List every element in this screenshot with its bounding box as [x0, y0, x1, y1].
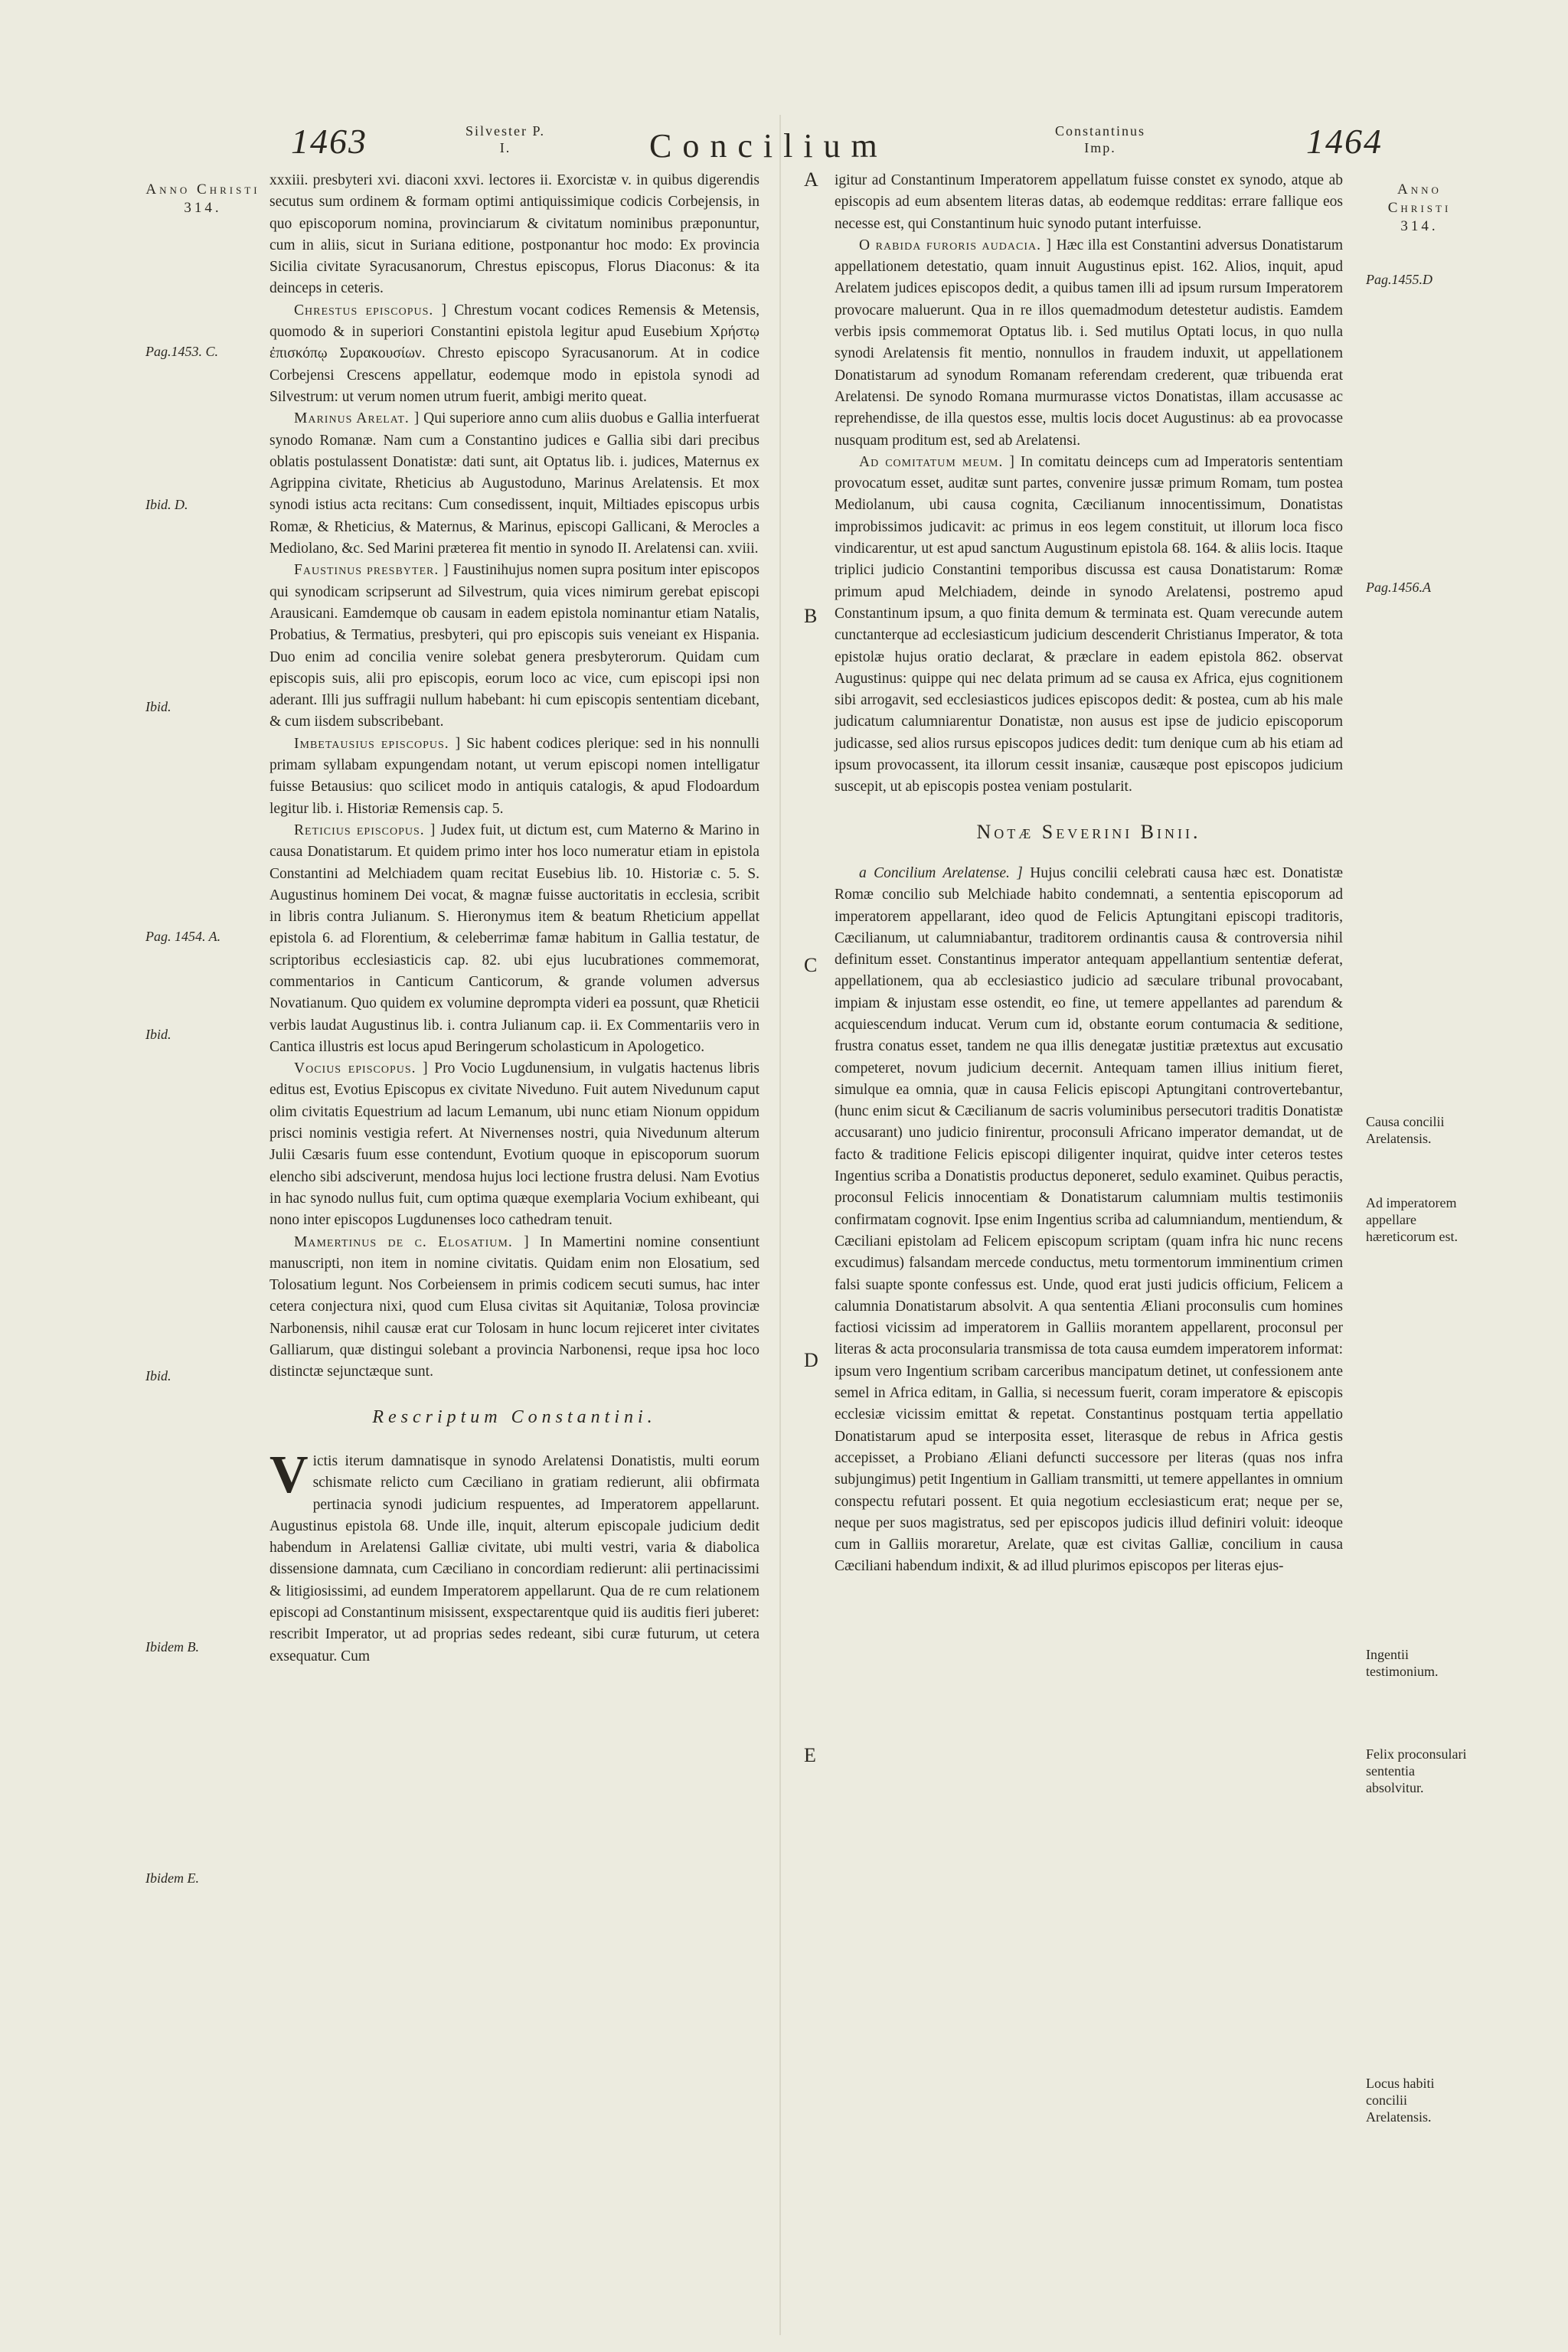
margin-note: Causa concilii Arelatensis. [1366, 1114, 1445, 1146]
commentary-paragraph: O rabida furoris audacia. ] Hæc illa est Constantini adversus Donatistarum appellationem detestatio, quam innuit Augustinus epist. 162. Alios, inquit, apud Arelatem judices episcopos dedit, a quibus tamen illi ad ipsum rursum Imperatorem provocare maluerunt. Qua in re illos quemadmodum detestetur audistis. Eamdem verbis ipsis commemorat Optatus lib. i. Sed mutilus Optati locus, in quo nulla synodi Arelatensis fit mentio, nonnullos in fraudem induxit, ut appellationem Donatistarum ad synodum Romanam referendam crederent, quæ tribuenda erat Arelatensi. De synodo Romana murmurasse victos Donatistas, illam accusasse ac reprehendisse, de illa questos esse, multis locis docet Augustinus: ab ea provocasse nusquam proditum est, sed ab Arelatensi. [835, 237, 1343, 449]
section-letter: A [804, 168, 818, 191]
left-page-number: 1463 [291, 122, 368, 161]
margin-note: Pag.1456.A [1366, 580, 1431, 595]
margin-note: Ibid. [145, 699, 172, 714]
right-running-head: Constantinus Imp. [1054, 123, 1145, 155]
margin-note: Ibidem B. [145, 1639, 199, 1655]
section-letter: C [804, 954, 818, 976]
right-page-number: 1464 [1306, 122, 1383, 161]
margin-note: Ibid. [145, 1027, 172, 1042]
commentary-paragraph: Ad comitatum meum. ] In comitatu deinceps cum ad Imperatoris sententiam provocatum esset, auditæ sunt partes, convenire jussæ primum Romam, tum postea Mediolanum, ubi causa cognita, Cæcilianum innocentissimum, Donatistas improbissimos judicavit: ac primus in eos legem constituit, ut illorum loca fisco vindicarentur, ut est apud sanctum Augustinum epistola 68. 164. & aliis locis. Itaque triplici judicio Constantini temporibus discussa est causa Donatistarum: Romæ primum apud Melchiadem, deinde in synodo Arelatensi, postremo apud Constantinum ipsum, a quo finita demum & terminata est. Quam verecunde autem cunctanterque ad ecclesiasticum judicium descenderit Christianus Imperator, & tota epistolæ hujus oratio declarat, & præclare in eadem epistola 862. observat Augustinus: quippe qui nec delata primum ad se causa ex Africa, ejus cognitionem sibi arrogavit, sed ecclesiasticos judices episcopos dedit: & postea, cum ab his male judicatum calumniarentur Donatistæ, non ausus est ipse de judicio episcoporum judicasse, sed alios rursus episcopos judices dedit: tum denique cum ab his etiam ad ipsum provocassent, ita illorum cessit insaniæ, causæque post episcopos judicium suscepit, ut ab episcopis postea veniam postularit. [835, 453, 1344, 795]
right-column [835, 170, 1343, 1578]
margin-note: Felix proconsulari sententia absolvitur. [1366, 1746, 1467, 1795]
commentary-paragraph: xxxiii. presbyteri xvi. diaconi xxvi. lectores ii. Exorcistæ v. in quibus digerendis secutus sum ordinem & formam optimi antiquissimique codicis Corbejensis, in quo episcoporum nomina, provinciarum & civitatum nominibus præponuntur, cum in aliis, sicut in Suriana editione, postponantur hoc modo: Ex provincia Sicilia civitate Syracusanorum, Chrestus episcopus, Florus Diaconus: & ita deinceps in ceteris. [270, 172, 760, 297]
margin-note: Pag.1453. C. [145, 344, 219, 359]
notae-paragraph: a Concilium Arelatense. ] Hujus concilii celebrati causa hæc est. Donatistæ Romæ concilio sub Melchiade habito condemnati, a sententia episcoporum ad imperatorem appellarant, ideo quod de Felicis Aptungitani episcopi traditoris, Cæcilianum, ut calumniabantur, traditorem ordinantis causa & controversia nihil definitum esset. Constantinus imperator antequam appellantium sententiæ deferat, appellationem, qua ab ecclesiastico judicio ad sæculare tribunal provocabant, impiam & injustam esse ostendit, eo fine, ut temere appellantes ad parendum & acquiescendum inducat. Verum cum id, obstante eorum contumacia & seditione, frustra conatus esset, tandem ne qua illis denegatæ justitiæ prætextus aut excusatio competeret, novum judicium decernit. Antequam tamen illius initium fieret, simulque ea omnia, quæ in causa Felicis episcopi Aptungitani controvertebantur, (hunc enim sicut & Cæcilianum de sacris voluminibus persecutori traditis Donatistæ accusarant) uno judicio finirentur, proconsuli Africano imperator demandat, ut de facto & traditione Felicis episcopi diligenter inquirat, quidve inter ceteros testes Ingentius scriba a Donatistis productus deponeret, sedulo examinet. Quibus peractis, proconsul Felicis innocentiam & Donatistarum calumniam multis testimoniis confirmatam cognovit. Ipse enim Ingentius scriba ad calumniandum, mentiendum, & Cæciliani epistolam ad Felicem episcopum scriptam (quam infra hic nunc recens excudimus) falsandam mercede conductus, metu tormentorum imminentium crimen falsi suapte sponte confessus est. Unde, quod erat justi judicis officium, Felicem a calumnia Donatistarum absolvit. A qua sententia Æliani proconsulis cum homines factiosi vicissim ad imperatorem in Galliis morantem appellarent, proconsul per literas & acta proconsularia transmissa de tota causa eumdem imperatorem informat: ipsum vero Ingentium scribam carceribus mancipatum detinet, ut confessionem ante semel in Africa editam, in Gallia, si necessum fuerit, coram imperatore & episcopis ecclesiæ vicissim emittat & repetat. Constantinus postquam tertia appellatio Donatistarum apud se interposita esset, literasque de rebus in Africa gestis accepisset, a Probiano Æliani defuncti successore per literas (quas nos infra subjungimus) petit Ingentium in Galliam transmitti, ut temere appellantes in omnium conspectu refutari possent. Et quia negotium ecclesiasticum erat; neque per se, neque per suos magistratus, sed per episcopos judicis illud definiri voluit: ideoque cum in Galliis moraretur, Arelate, quæ est civitas Galliæ, concilium in causa Cæciliani habendum indixit, & ad illud plurimos episcopos per literas ejus- [835, 864, 1344, 1575]
margin-note: Ad imperatorem appellare hæreticorum est. [1366, 1195, 1458, 1244]
margin-note: Ibid. [145, 1368, 172, 1383]
section-letter: E [804, 1744, 816, 1766]
margin-note: Ibid. D. [145, 497, 188, 512]
commentary-paragraph: igitur ad Constantinum Imperatorem appellatum fuisse constet ex synodo, atque ab episcopis ad eum absentem literas datas, ab eodemque redditas: errare fallique eos necesse est, qui Constantinum huic synodo putant interfuisse. [835, 172, 1343, 232]
rescriptum-paragraph: Victis iterum damnatisque in synodo Arelatensi Donatistis, multi eorum schismate relicto cum Cæciliano in gratiam redierunt, alii obfirmata pertinacia synodi judicium respuentes, ad Imperatorem appellarunt. Augustinus epistola 68. Unde ille, inquit, alterum episcopale judicium dedit habendum in Arelatensi Galliæ civitate, ubi multi vestri, varia & diabolica dissensione damnata, cum Cæciliano in concordiam redierunt: alii pertinacissimi & litigiosissimi, ad eundem Imperatorem appellarunt. Qua de re cum relationem episcopi ad Constantinum misissent, exspectarentque quid iis auditis fieri juberet: rescribit Imperator, ut ad proprias sedes redeant, sibi curæ futurum, ut cetera exsequatur. Cum [270, 1445, 760, 1664]
section-letter: D [804, 1349, 818, 1371]
page-title: Concilium [649, 127, 888, 165]
left-running-head: Silvester P. I. [465, 123, 545, 155]
margin-note: Locus habiti concilii Arelatensis. [1366, 2076, 1435, 2125]
section-letter: B [804, 605, 818, 627]
drop-cap: V [270, 1445, 309, 1504]
commentary-paragraph: Mamertinus de c. Elosatium. ] In Mamertini nomine consentiunt manuscripti, non item in nomine civitatis. Quidam enim non Elosatium, sed Tolosatium legunt. Nos Corbeiensem in primis codicem secuti sumus, hac inter cetera conjectura nixi, quod cum Elusa civitas sit Aquitaniæ, Tolosa provinciæ Narbonensis, nihil causæ erat cur Tolosam in hunc locum rejiceret inter civitates Galliarum, quæ distingui solebant a provincia Narbonensi, reque ipsa hoc loco distinctæ sejunctæque sunt. [270, 1233, 760, 1380]
notae-heading: Notæ Severini Binii. [976, 820, 1201, 843]
page-gutter [779, 115, 781, 2335]
margin-note: Pag. 1454. A. [145, 929, 221, 944]
margin-note: Ibidem E. [145, 1870, 199, 1886]
rescriptum-heading: Rescriptum Constantini. [372, 1406, 657, 1427]
commentary-paragraph: Chrestus episcopus. ] Chrestum vocant codices Remensis & Metensis, quomodo & in superiori Constantini epistola legitur apud Eusebium Χρήστῳ ἐπισκόπῳ Συρακουσίων. Chresto episcopo Syracusanorum. At in codice Corbejensi Crescens appellatur, eodemque modo in epistola synodi ad Silvestrum: ut verum nomen utrum fuerit, ambigi merito queat. [270, 302, 760, 405]
margin-note: Pag.1455.D [1366, 272, 1432, 287]
commentary-paragraph: Vocius episcopus. ] Pro Vocio Lugdunensium, in vulgatis hactenus libris editus est, Evotius Episcopus ex civitate Niveduno. Fuit autem Nivedunum caput olim civitatis Equestrium ad lacum Lemanum, ubi nunc etiam Nionum oppidum prisci nominis vestigia refert. At Nivernenses nostri, quia Nivedunum alterum Julii Cæsaris fuum esse contendunt, Evotium quoque in episcoporum suorum elencho sibi adsciverunt, mendosa hujus loci lectione frustra delusi. Nam Evotius in hac synodo nullus fuit, cum optima quæque exemplaria Vocium exhibeant, qui nono inter episcopos Lugdunenses loco cathedram tenuit. [270, 1060, 760, 1229]
commentary-paragraph: Reticius episcopus. ] Judex fuit, ut dictum est, cum Materno & Marino in causa Donatistarum. Et quidem primo inter hos loco numeratur etiam in epistola Constantini ad Melchiadem quam recitat Eusebius lib. 10. Historiæ c. 5. S. Augustinus hominem Dei vocat, & magnæ fuisse auctoritatis in ecclesia, scribit in libris contra Julianum. S. Hieronymus item & beatum Rheticium appellat epistola 6. ad Florentium, & celeberrimæ famæ habitum in Gallia testatur, de scriptoribus ecclesiasticis cap. 82. ubi ejus lucubrationes commemorat, commentarios in Canticum Canticorum, & grande volumen adversus Novatianum. Quo quidem ex volumine deprompta videri ea possunt, quæ Rheticii verbis laudat Augustinus lib. i. contra Julianum cap. ii. Ex Commentariis vero in Cantica illustris est locus apud Beringerum scholasticum in Apologetico. [270, 822, 760, 1055]
right-anno-note: Anno Christi 314. [1387, 181, 1452, 234]
left-anno-note: Anno Christi 314. [145, 181, 260, 216]
margin-note: Ingentii testimonium. [1366, 1647, 1439, 1679]
left-column [270, 170, 760, 1668]
commentary-paragraph: Imbetausius episcopus. ] Sic habent codices plerique: sed in his nonnulli primam syllabam expungendam notant, ut verum episcopi nomen intelligatur fuisse Betausius: quo scilicet modo in antiquis catalogis, & apud Flodoardum legitur lib. i. Historiæ Remensis cap. 5. [270, 735, 760, 817]
commentary-paragraph: Marinus Arelat. ] Qui superiore anno cum aliis duobus e Gallia interfuerat synodo Romanæ. Nam cum a Constantino judices e Gallia sibi dari precibus oblatis postulassent Donatistæ: dati sunt, ait Optatus lib. i. judices, Maternus ex Agrippina civitate, Rheticius ab Augustoduno, Marinus Arelatensis. Et mox synodi istius acta recitans: Cum consedissent, inquit, Miltiades episcopus urbis Romæ, & Rheticius, & Maternus, & Marinus, episcopi Gallicani, & Merocles a Mediolano, &c. Sed Marini præterea fit mentio in synodo II. Arelatensi can. xviii. [270, 410, 760, 557]
commentary-paragraph: Faustinus presbyter. ] Faustinihujus nomen supra positum inter episcopos qui synodicam scripserunt ad Silvestrum, quia vices nimirum gerebat episcopi Arausicani. Eamdemque ob causam in eadem epistola nominantur etiam Natalis, Probatius, & Termatius, presbyteri, qui pro episcopis suis veneiant ex Hispania. Duo enim ad concilia venire solebat genera presbyterorum. Quidam cum episcopis suis, alii pro episcopis, eorum loco ac vice, cum episcopi ipsi non aderant. Illi jus suffragii nullum habebant: hi cum episcopis sententiam dicebant, & cum iisdem subscribebant. [270, 562, 760, 730]
